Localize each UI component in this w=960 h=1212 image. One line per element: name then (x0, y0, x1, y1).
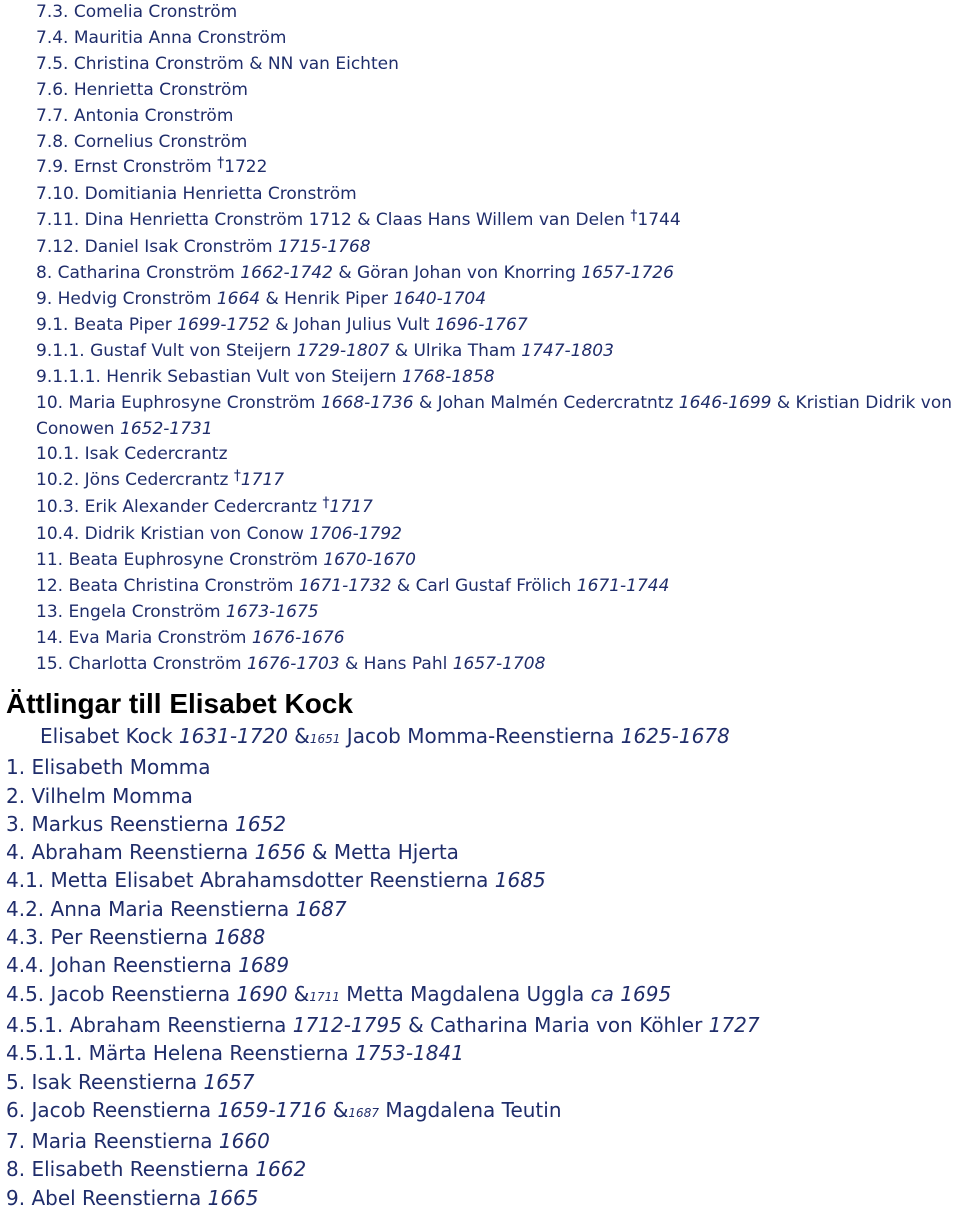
section-heading: Ättlingar till Elisabet Kock (6, 688, 353, 719)
entry-text: 4.3. Per Reenstierna (6, 925, 215, 950)
genealogy-entry (0, 52, 960, 78)
entry-text: & Carl Gustaf Frölich (391, 575, 577, 596)
entry-text: 1662 (255, 1157, 307, 1182)
entry-text: 1715-1768 (277, 237, 371, 258)
entry-text: 12. Beata Christina Cronström (36, 575, 299, 596)
entry-text: 1656 (254, 840, 306, 865)
entry-text: 1662-1742 (240, 263, 333, 284)
genealogy-entry (0, 895, 960, 923)
genealogy-entry (0, 0, 960, 26)
entry-text: & (287, 724, 310, 748)
genealogy-entry (0, 1096, 960, 1127)
dagger-icon: † (322, 495, 330, 512)
entry-text: & Hans Pahl (339, 653, 453, 674)
entry-text: 7.5. Christina Cronström & NN van Eichten (36, 53, 399, 74)
lower-genealogy-list (0, 722, 960, 1212)
entry-text: 4.5.1.1. Märta Helena Reenstierna (6, 1041, 355, 1066)
entry-text: 1665 (207, 1185, 259, 1210)
genealogy-entry (0, 923, 960, 951)
entry-text: 1652 (235, 811, 287, 836)
entry-text: 1625-1678 (620, 724, 730, 748)
dagger-icon: † (233, 468, 241, 485)
entry-text: & Johan Malmén Cedercratntz (413, 392, 679, 413)
entry-text: 1652-1731 (120, 418, 213, 439)
genealogy-entry (0, 838, 960, 866)
entry-text: 9.1.1.1. Henrik Sebastian Vult von Steijern (36, 366, 402, 387)
genealogy-entry (0, 155, 960, 182)
entry-text: 2. Vilhelm Momma (6, 783, 193, 808)
entry-text: 7.6. Henrietta Cronström (36, 79, 248, 100)
genealogy-entry (0, 866, 960, 894)
genealogy-entry (0, 26, 960, 52)
genealogy-entry (0, 313, 960, 339)
genealogy-entry (0, 365, 960, 391)
genealogy-entry (0, 287, 960, 313)
genealogy-entry (0, 208, 960, 235)
genealogy-entry (0, 495, 960, 522)
entry-text: 1657-1708 (452, 653, 546, 674)
genealogy-entry (0, 1011, 960, 1039)
entry-text: 1. Elisabeth Momma (6, 755, 211, 780)
entry-text: 1747-1803 (521, 340, 614, 361)
entry-text: 9.1. Beata Piper (36, 314, 178, 335)
genealogy-entry (0, 339, 960, 365)
entry-text: 8. Elisabeth Reenstierna (6, 1157, 256, 1182)
entry-text: 1744 (637, 210, 681, 231)
entry-text: 3. Markus Reenstierna (6, 811, 236, 836)
entry-text: 1670-1670 (323, 550, 416, 571)
entry-text: 7.3. Comelia Cronström (36, 2, 238, 22)
entry-text: 10.1. Isak Cedercrantz (36, 444, 228, 465)
dagger-icon: † (630, 208, 638, 225)
entry-text: 9.1.1. Gustaf Vult von Steijern (36, 340, 297, 361)
entry-text: 1646-1699 (678, 392, 772, 413)
entry-text: 7.8. Cornelius Cronström (36, 131, 248, 152)
entry-text: 14. Eva Maria Cronström (36, 627, 252, 648)
entry-text: 1685 (494, 868, 546, 893)
genealogy-entry (0, 600, 960, 626)
entry-text: & Kristian Didrik von Conowen (36, 392, 953, 439)
entry-text: 7. Maria Reenstierna (6, 1129, 219, 1154)
entry-text: ca 1695 (590, 981, 672, 1006)
entry-text: & Johan Julius Vult (269, 314, 435, 335)
entry-text: 15. Charlotta Cronström (36, 653, 247, 674)
entry-text: 4.4. Johan Reenstierna (6, 953, 239, 978)
genealogy-entry (0, 104, 960, 130)
entry-text: 1657 (203, 1069, 255, 1094)
entry-text: 1711 (309, 989, 340, 1004)
entry-text: 1717 (329, 497, 373, 518)
genealogy-entry (0, 810, 960, 838)
entry-text: Magdalena Teutin (378, 1097, 562, 1122)
entry-text: 7.10. Domitiania Henrietta Cronström (36, 184, 357, 205)
entry-text: 7.11. Dina Henrietta Cronström 1712 & Claas Hans Willem van Delen (36, 210, 631, 231)
entry-text: 1717 (240, 470, 285, 491)
genealogy-entry (0, 182, 960, 208)
entry-text: 11. Beata Euphrosyne Cronström (36, 550, 324, 571)
entry-text: 1671-1732 (298, 575, 392, 596)
entry-text: & Göran Johan von Knorring (332, 263, 582, 284)
entry-text: 4.2. Anna Maria Reenstierna (6, 896, 296, 921)
entry-text: & (326, 1097, 349, 1122)
entry-text: & Ulrika Tham (389, 340, 522, 361)
entry-text: 1657-1726 (581, 263, 674, 284)
entry-text: 1688 (214, 925, 266, 950)
genealogy-entry (0, 522, 960, 548)
entry-text: 1753-1841 (354, 1041, 464, 1066)
entry-text: 1689 (238, 953, 290, 978)
entry-text: 10.2. Jöns Cedercrantz (36, 470, 234, 491)
entry-text: 1768-1858 (401, 366, 495, 387)
entry-text: 9. Hedvig Cronström (36, 288, 217, 309)
entry-text: 1660 (218, 1129, 270, 1154)
entry-text: 7.12. Daniel Isak Cronström (36, 237, 278, 258)
genealogy-entry (0, 722, 960, 753)
entry-text: 1664 (216, 288, 261, 309)
entry-text: Metta Magdalena Uggla (339, 981, 591, 1006)
entry-text: 7.9. Ernst Cronström (36, 157, 218, 178)
entry-text: Jacob Momma-Reenstierna (340, 724, 621, 748)
entry-text: Elisabet Kock (40, 724, 179, 748)
entry-text: 8. Catharina Cronström (36, 263, 241, 284)
genealogy-entry (0, 652, 960, 678)
entry-text: & Metta Hjerta (305, 840, 459, 865)
genealogy-entry (0, 980, 960, 1011)
genealogy-entry (0, 951, 960, 979)
genealogy-entry (0, 261, 960, 287)
entry-text: 4.1. Metta Elisabet Abrahamsdotter Reenstierna (6, 868, 495, 893)
genealogy-entry (0, 548, 960, 574)
entry-text: 1696-1767 (434, 314, 528, 335)
genealogy-entry (0, 391, 960, 443)
entry-text: 1671-1744 (576, 575, 670, 596)
entry-text: 7.4. Mauritia Anna Cronström (36, 27, 287, 48)
genealogy-entry (0, 1155, 960, 1183)
entry-text: 4.5.1. Abraham Reenstierna (6, 1012, 293, 1037)
genealogy-entry (0, 442, 960, 468)
entry-text: 4. Abraham Reenstierna (6, 840, 255, 865)
entry-text: 5. Isak Reenstierna (6, 1069, 204, 1094)
genealogy-entry (0, 1039, 960, 1067)
entry-text: & (287, 981, 310, 1006)
genealogy-entry (0, 235, 960, 261)
entry-text: 1676-1676 (251, 627, 345, 648)
entry-text: 1712-1795 (292, 1012, 402, 1037)
genealogy-entry (0, 782, 960, 810)
entry-text: 1687 (348, 1105, 379, 1120)
entry-text: 1668-1736 (320, 392, 414, 413)
entry-text: 1631-1720 (178, 724, 288, 748)
entry-text: 7.7. Antonia Cronström (36, 105, 234, 126)
entry-text: 1699-1752 (177, 314, 270, 335)
entry-text: 10.4. Didrik Kristian von Conow (36, 524, 310, 545)
genealogy-entry (0, 78, 960, 104)
entry-text: 1651 (309, 732, 341, 746)
entry-text: & Henrik Piper (260, 288, 394, 309)
entry-text: 10. Maria Euphrosyne Cronström (36, 392, 321, 413)
genealogy-entry (0, 130, 960, 156)
entry-text: 1676-1703 (246, 653, 340, 674)
genealogy-entry (0, 626, 960, 652)
entry-text: 4.5. Jacob Reenstierna (6, 981, 237, 1006)
entry-text: & Catharina Maria von Köhler (401, 1012, 709, 1037)
genealogy-entry (0, 1068, 960, 1096)
genealogy-entry (0, 1184, 960, 1212)
entry-text: 1640-1704 (393, 288, 487, 309)
genealogy-entry (0, 574, 960, 600)
entry-text: 1729-1807 (296, 340, 390, 361)
entry-text: 9. Abel Reenstierna (6, 1185, 208, 1210)
entry-text: 1687 (295, 896, 347, 921)
genealogy-entry (0, 468, 960, 495)
entry-text: 1706-1792 (309, 524, 402, 545)
entry-text: 1722 (224, 157, 268, 178)
dagger-icon: † (217, 155, 225, 172)
entry-text: 1690 (236, 981, 288, 1006)
genealogy-entry (0, 753, 960, 781)
entry-text: 1727 (708, 1012, 760, 1037)
entry-text: 1659-1716 (217, 1097, 327, 1122)
genealogy-entry (0, 1127, 960, 1155)
entry-text: 13. Engela Cronström (36, 601, 226, 622)
entry-text: 6. Jacob Reenstierna (6, 1097, 218, 1122)
entry-text: 1673-1675 (225, 601, 319, 622)
entry-text: 10.3. Erik Alexander Cedercrantz (36, 497, 323, 518)
